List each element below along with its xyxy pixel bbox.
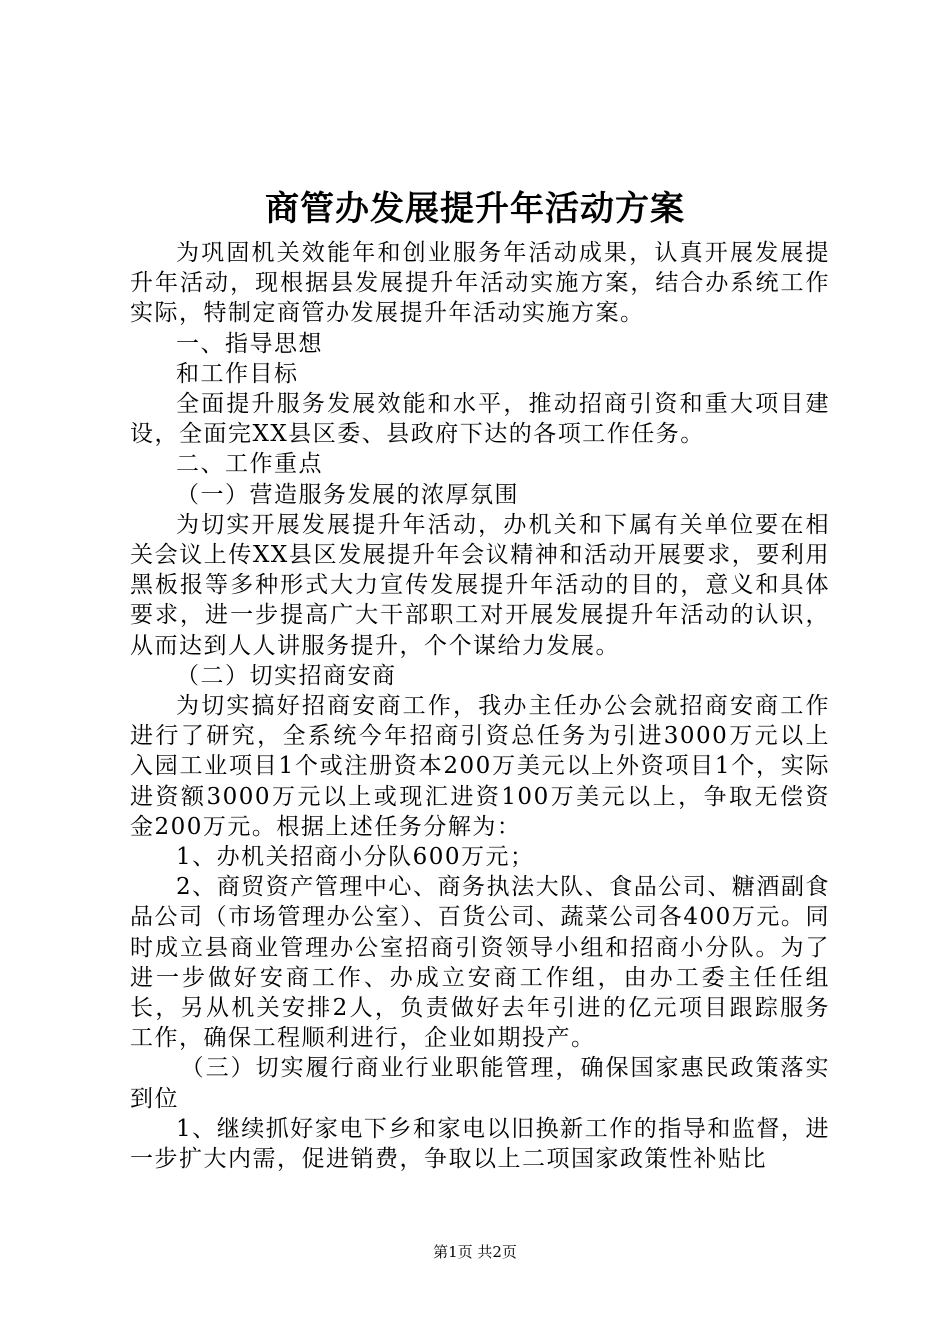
section-heading-guiding-thought: 一、指导思想 (176, 330, 323, 357)
subsection-1-paragraph: 为切实开展发展提升年活动，办机关和下属有关单位要在相关会议上传XX县区发展提升年会议精神和活动开展要求，要利用黑板报等多种形式大力宣传发展提升年活动的目的，意义和具体要求，进一步提高广大干部职工对开展发展提升年活动的认识，从而达到人人讲服务提升，个个谋给力发展。 (130, 511, 830, 659)
section-heading-work-focus: 二、工作重点 (176, 451, 323, 478)
list-item-1: 1、办机关招商小分队600万元； (176, 844, 535, 871)
goal-paragraph: 全面提升服务发展效能和水平，推动招商引资和重大项目建设，全面完XX县区委、县政府下达的各项工作任务。 (130, 391, 830, 448)
document-body (130, 238, 830, 1174)
subsection-2-paragraph: 为切实搞好招商安商工作，我办主任办公会就招商安商工作进行了研究，全系统今年招商引资总任务为引进3000万元以上入园工业项目1个或注册资本200万美元以上外资项目1个，实际进资额3000万元以上或现汇进资100万美元以上，争取无偿资金200万元。根据上述任务分解为： (130, 693, 830, 840)
page-footer: 第1页 共2页 (433, 1243, 517, 1261)
subsection-heading-2: （二）切实招商安商 (176, 662, 397, 689)
section-heading-continuation: 和工作目标 (176, 360, 299, 387)
subsection-3-item-1: 1、继续抓好家电下乡和家电以旧换新工作的指导和监督，进一步扩大内需，促进销费，争取以上二项国家政策性补贴比 (130, 1115, 830, 1173)
intro-paragraph: 为巩固机关效能年和创业服务年活动成果，认真开展发展提升年活动，现根据县发展提升年活动实施方案，结合办系统工作实际，特制定商管办发展提升年活动实施方案。 (130, 240, 830, 327)
list-item-2: 2、商贸资产管理中心、商务执法大队、食品公司、糖酒副食品公司（市场管理办公室）、百货公司、蔬菜公司各400万元。同时成立县商业管理办公室招商引资领导小组和招商小分队。为了进一步做好安商工作、办成立安商工作组，由办工委主任任组长，另从机关安排2人，负责做好去年引进的亿元项目跟踪服务工作，确保工程顺利进行，企业如期投产。 (130, 874, 830, 1052)
document-title: 商管办发展提升年活动方案 (265, 189, 685, 229)
subsection-heading-1: （一）营造服务发展的浓厚氛围 (176, 481, 519, 508)
subsection-heading-3: （三）切实履行商业行业职能管理，确保国家惠民政策落实到位 (130, 1055, 830, 1112)
